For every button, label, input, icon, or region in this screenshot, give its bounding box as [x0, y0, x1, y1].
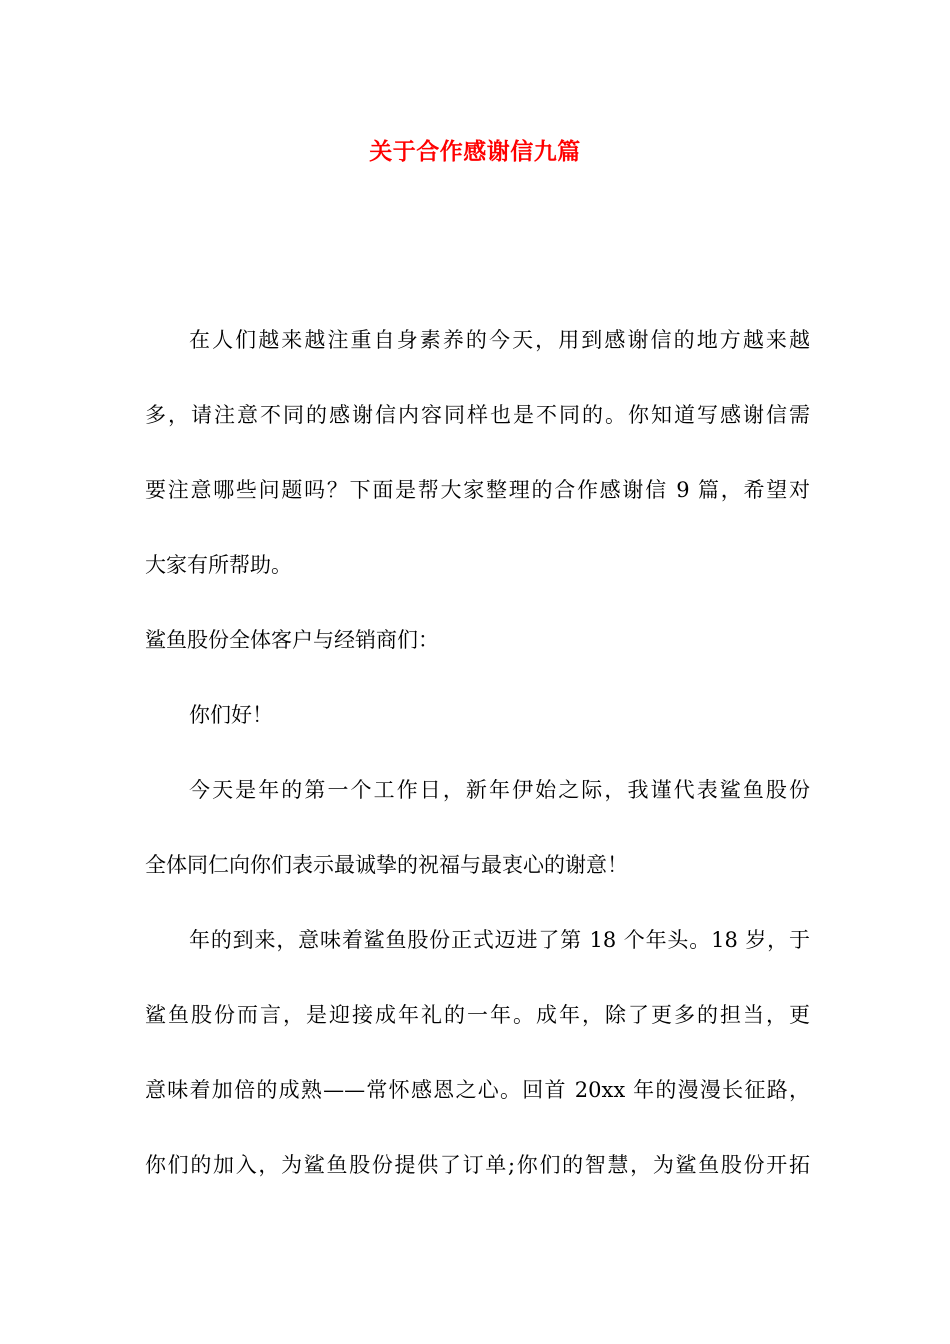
paragraph-line: 年的到来，意味着鲨鱼股份正式迈进了第 18 个年头。18 岁，于 — [189, 928, 810, 952]
paragraph-line: 意味着加倍的成熟——常怀感恩之心。回首 20xx 年的漫漫长征路， — [145, 1078, 810, 1102]
salutation-line: 鲨鱼股份全体客户与经销商们： — [145, 628, 439, 652]
paragraph-line: 今天是年的第一个工作日，新年伊始之际，我谨代表鲨鱼股份 — [189, 778, 810, 802]
paragraph-line: 全体同仁向你们表示最诚挚的祝福与最衷心的谢意！ — [145, 853, 628, 877]
paragraph-line: 多，请注意不同的感谢信内容同样也是不同的。你知道写感谢信需 — [145, 403, 810, 427]
paragraph-line: 大家有所帮助。 — [145, 553, 292, 577]
paragraph-line: 要注意哪些问题吗？下面是帮大家整理的合作感谢信 9 篇，希望对 — [145, 478, 810, 502]
paragraph-line: 鲨鱼股份而言，是迎接成年礼的一年。成年，除了更多的担当，更 — [145, 1003, 810, 1027]
document-title: 关于合作感谢信九篇 — [369, 139, 581, 165]
paragraph-line: 你们的加入，为鲨鱼股份提供了订单;你们的智慧，为鲨鱼股份开拓 — [145, 1153, 810, 1177]
paragraph-line: 在人们越来越注重自身素养的今天，用到感谢信的地方越来越 — [189, 328, 810, 352]
greeting-line: 你们好！ — [189, 703, 273, 727]
